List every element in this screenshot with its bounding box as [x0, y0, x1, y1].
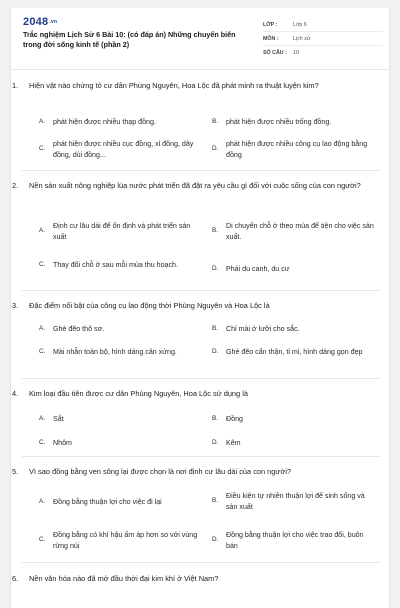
option-b[interactable] — [212, 491, 377, 512]
option-text: Đồng — [226, 415, 243, 423]
option-letter: C. — [39, 439, 46, 446]
option-text: Thay đổi chỗ ở sau mỗi mùa thu hoạch. — [53, 261, 178, 269]
option-letter: B. — [212, 227, 219, 235]
quiz-title: Trắc nghiệm Lịch Sử 6 Bài 10: (có đáp án) Những chuyển biến trong đời sống kinh tế (phần 2) — [23, 30, 236, 49]
meta-value: Lớp 6 — [293, 21, 307, 28]
option-letter: B. — [212, 497, 219, 505]
option-c[interactable] — [39, 347, 204, 358]
option-b[interactable] — [212, 414, 382, 425]
option-text: Sắt — [53, 415, 64, 423]
option-letter: D. — [212, 145, 219, 153]
quiz-meta — [263, 18, 383, 60]
question-text: Nền sản xuất nông nghiệp lúa nước phát triển đã đặt ra yêu cầu gì đối với cuộc sống của con người? — [29, 181, 361, 190]
logo-name: 2048 — [23, 16, 49, 28]
option-a[interactable] — [39, 497, 209, 508]
divider — [22, 378, 380, 379]
option-a[interactable] — [39, 117, 209, 128]
logo-suffix: .vn — [49, 19, 58, 26]
option-b[interactable] — [212, 117, 382, 128]
question — [12, 388, 374, 399]
option-d[interactable] — [212, 438, 382, 449]
option-text: phát hiện được nhiều cục đồng, xỉ đồng, dây đồng, dùi đồng... — [53, 140, 194, 159]
site-logo[interactable] — [23, 16, 57, 28]
option-a[interactable] — [39, 414, 209, 425]
option-letter: C. — [39, 145, 46, 153]
question-number: 4. — [12, 389, 19, 398]
question — [12, 80, 374, 91]
divider — [22, 290, 380, 291]
meta-row-count — [263, 46, 383, 60]
meta-row-class — [263, 18, 383, 32]
meta-value: 10 — [293, 50, 299, 56]
option-letter: C. — [39, 261, 46, 268]
option-c[interactable] — [39, 139, 204, 160]
option-text: Đồng bằng có khí hậu ấm áp hơn so với vùng rừng núi — [53, 531, 198, 550]
option-b[interactable] — [212, 221, 377, 242]
option-text: Chỉ mài ở lưỡi cho sắc. — [226, 325, 300, 333]
meta-label: MÔN : — [263, 35, 279, 42]
option-d[interactable] — [212, 347, 377, 358]
option-a[interactable] — [39, 221, 204, 242]
question-number: 6. — [12, 574, 19, 583]
option-letter: D. — [212, 265, 219, 272]
option-text: Nhôm — [53, 439, 72, 447]
quiz-header — [11, 8, 389, 70]
option-letter: D. — [212, 536, 219, 544]
option-letter: A. — [39, 227, 46, 235]
option-letter: A. — [39, 498, 46, 505]
option-letter: D. — [212, 439, 219, 446]
option-letter: B. — [212, 325, 219, 332]
question-text: Vì sao đồng bằng ven sông lại được chọn là nơi định cư lâu dài của con người? — [29, 467, 291, 476]
option-letter: A. — [39, 325, 46, 332]
option-text: Kẽm — [226, 439, 241, 447]
option-text: Phải du canh, du cư — [226, 265, 290, 273]
meta-value: Lịch sử — [293, 35, 311, 42]
option-b[interactable] — [212, 324, 382, 335]
divider — [22, 562, 380, 563]
option-text: Mài nhẵn toàn bộ, hình dáng cân xứng. — [53, 348, 177, 356]
question — [12, 466, 374, 477]
question-number: 5. — [12, 467, 19, 476]
divider — [22, 456, 380, 457]
option-text: Đồng bằng thuận lợi cho việc trao đổi, buôn bán — [226, 531, 364, 550]
option-a[interactable] — [39, 324, 209, 335]
option-text: phát hiện được nhiều thạp đồng. — [53, 118, 156, 126]
question — [12, 573, 374, 584]
divider — [22, 170, 380, 171]
option-letter: B. — [212, 415, 219, 422]
option-d[interactable] — [212, 530, 377, 551]
question-text: Kim loại đầu tiên được cư dân Phùng Nguyên, Hoa Lộc sử dụng là — [29, 389, 248, 398]
option-text: phát hiện được nhiều trống đồng. — [226, 118, 332, 126]
question-number: 3. — [12, 301, 19, 310]
question-text: Đặc điểm nổi bật của công cụ lao động thời Phùng Nguyên và Hoa Lộc là — [29, 301, 270, 310]
question-text: Hiện vật nào chứng tỏ cư dân Phùng Nguyên, Hoa Lộc đã phát minh ra thuật luyện kim? — [29, 81, 319, 90]
option-letter: D. — [212, 348, 219, 355]
option-d[interactable] — [212, 264, 382, 275]
question-text: Nền văn hóa nào đã mở đầu thời đại kim khí ở Việt Nam? — [29, 574, 219, 583]
option-letter: A. — [39, 415, 46, 422]
meta-row-subject — [263, 32, 383, 46]
option-text: Di chuyển chỗ ở theo mùa để tiện cho việc sản xuất. — [226, 222, 374, 241]
option-letter: A. — [39, 118, 46, 125]
option-c[interactable] — [39, 260, 204, 271]
option-text: Đồng bằng thuận lợi cho việc đi lại — [53, 498, 162, 506]
option-text: phát hiện được nhiều công cụ lao động bằng đồng — [226, 140, 368, 159]
question-number: 1. — [12, 81, 19, 90]
question-number: 2. — [12, 181, 19, 190]
option-text: Ghè đẽo thô sơ. — [53, 325, 105, 333]
option-d[interactable] — [212, 139, 377, 160]
option-c[interactable] — [39, 530, 204, 551]
meta-label: SỐ CÂU : — [263, 50, 287, 56]
option-text: Ghè đẽo cẩn thận, tỉ mỉ, hình dáng gọn đẹp — [226, 348, 363, 356]
question — [12, 300, 374, 311]
option-text: Điều kiện tự nhiên thuận lợi để sinh sống và sản xuất — [226, 492, 365, 511]
option-text: Định cư lâu dài để ổn định và phát triển sản xuất — [53, 222, 191, 241]
question — [12, 180, 374, 191]
option-letter: B. — [212, 118, 219, 125]
option-c[interactable] — [39, 438, 209, 449]
option-letter: C. — [39, 348, 46, 355]
meta-label: LỚP : — [263, 21, 278, 28]
option-letter: C. — [39, 536, 46, 544]
